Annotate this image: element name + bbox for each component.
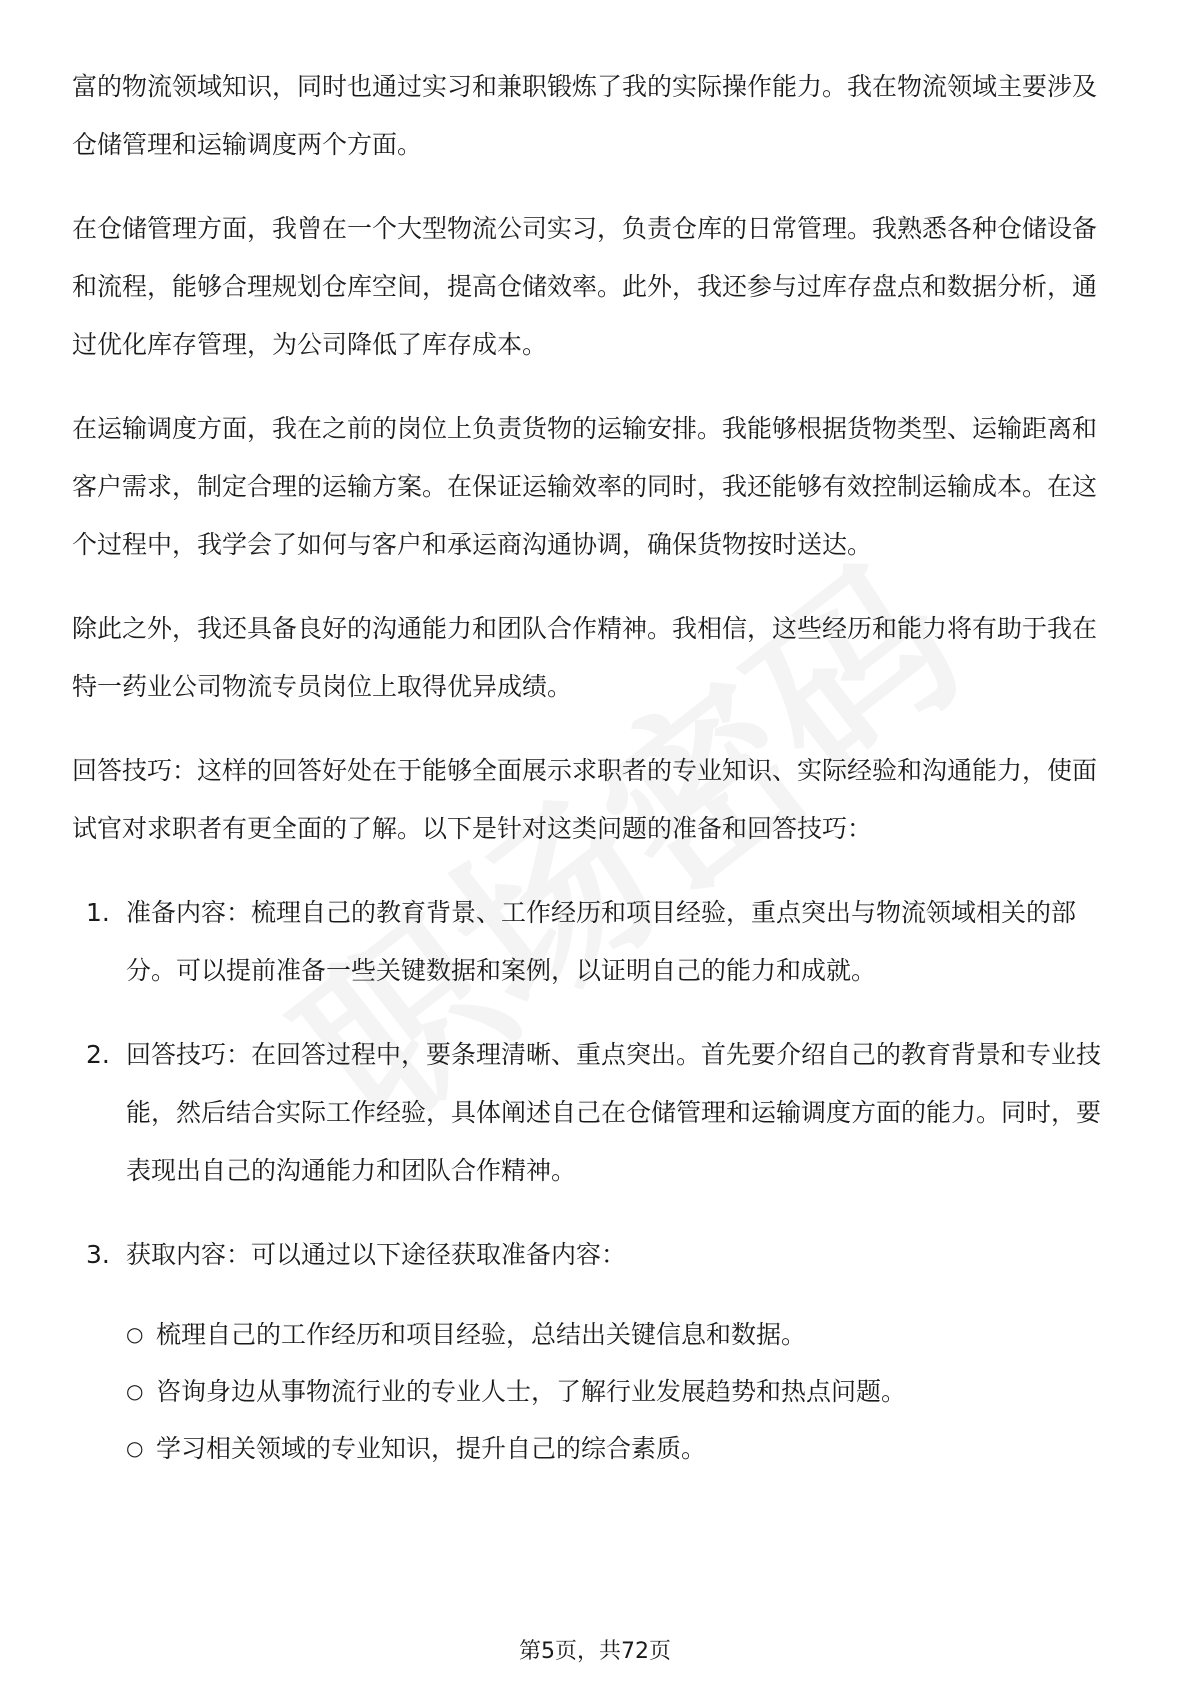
- document-body: [72, 58, 1120, 1503]
- list-number: 3.: [86, 1240, 110, 1269]
- bullet-item: [126, 1306, 1120, 1363]
- bullet-item-text: 咨询身边从事物流行业的专业人士，了解行业发展趋势和热点问题。: [156, 1377, 907, 1406]
- paragraph: 在运输调度方面，我在之前的岗位上负责货物的运输安排。我能够根据货物类型、运输距离和客户需求，制定合理的运输方案。在保证运输效率的同时，我还能够有效控制运输成本。在这个过程中，我学会了如何与客户和承运商沟通协调，确保货物按时送达。: [72, 414, 1098, 559]
- bullet-item: [126, 1363, 1120, 1420]
- list-item: [72, 1026, 1120, 1200]
- bullet-icon: ○: [126, 1322, 144, 1346]
- bullet-icon: ○: [126, 1436, 144, 1460]
- bullet-item: [126, 1420, 1120, 1477]
- list-number: 2.: [86, 1040, 110, 1069]
- bullet-item-text: 学习相关领域的专业知识，提升自己的综合素质。: [156, 1434, 707, 1463]
- bullet-icon: ○: [126, 1379, 144, 1403]
- list-item-text: 获取内容：可以通过以下途径获取准备内容：: [126, 1240, 627, 1269]
- paragraph: 在仓储管理方面，我曾在一个大型物流公司实习，负责仓库的日常管理。我熟悉各种仓储设备和流程，能够合理规划仓库空间，提高仓储效率。此外，我还参与过库存盘点和数据分析，通过优化库存管理，为公司降低了库存成本。: [72, 214, 1098, 359]
- list-item: [72, 884, 1120, 1000]
- paragraph: 回答技巧：这样的回答好处在于能够全面展示求职者的专业知识、实际经验和沟通能力，使面试官对求职者有更全面的了解。以下是针对这类问题的准备和回答技巧：: [72, 756, 1098, 843]
- page-footer: 第5页，共72页: [519, 1639, 671, 1664]
- bullet-item-text: 梳理自己的工作经历和项目经验，总结出关键信息和数据。: [156, 1320, 807, 1349]
- list-item-text: 回答技巧：在回答过程中，要条理清晰、重点突出。首先要介绍自己的教育背景和专业技能，然后结合实际工作经验，具体阐述自己在仓储管理和运输调度方面的能力。同时，要表现出自己的沟通能力和团队合作精神。: [126, 1040, 1102, 1185]
- numbered-list: [72, 884, 1120, 1477]
- list-item: [72, 1226, 1120, 1477]
- bullet-list: [126, 1306, 1120, 1477]
- paragraph: 富的物流领域知识，同时也通过实习和兼职锻炼了我的实际操作能力。我在物流领域主要涉及仓储管理和运输调度两个方面。: [72, 72, 1098, 159]
- list-number: 1.: [86, 898, 110, 927]
- list-item-text: 准备内容：梳理自己的教育背景、工作经历和项目经验，重点突出与物流领域相关的部分。可以提前准备一些关键数据和案例，以证明自己的能力和成就。: [126, 898, 1077, 985]
- paragraph: 除此之外，我还具备良好的沟通能力和团队合作精神。我相信，这些经历和能力将有助于我在特一药业公司物流专员岗位上取得优异成绩。: [72, 614, 1098, 701]
